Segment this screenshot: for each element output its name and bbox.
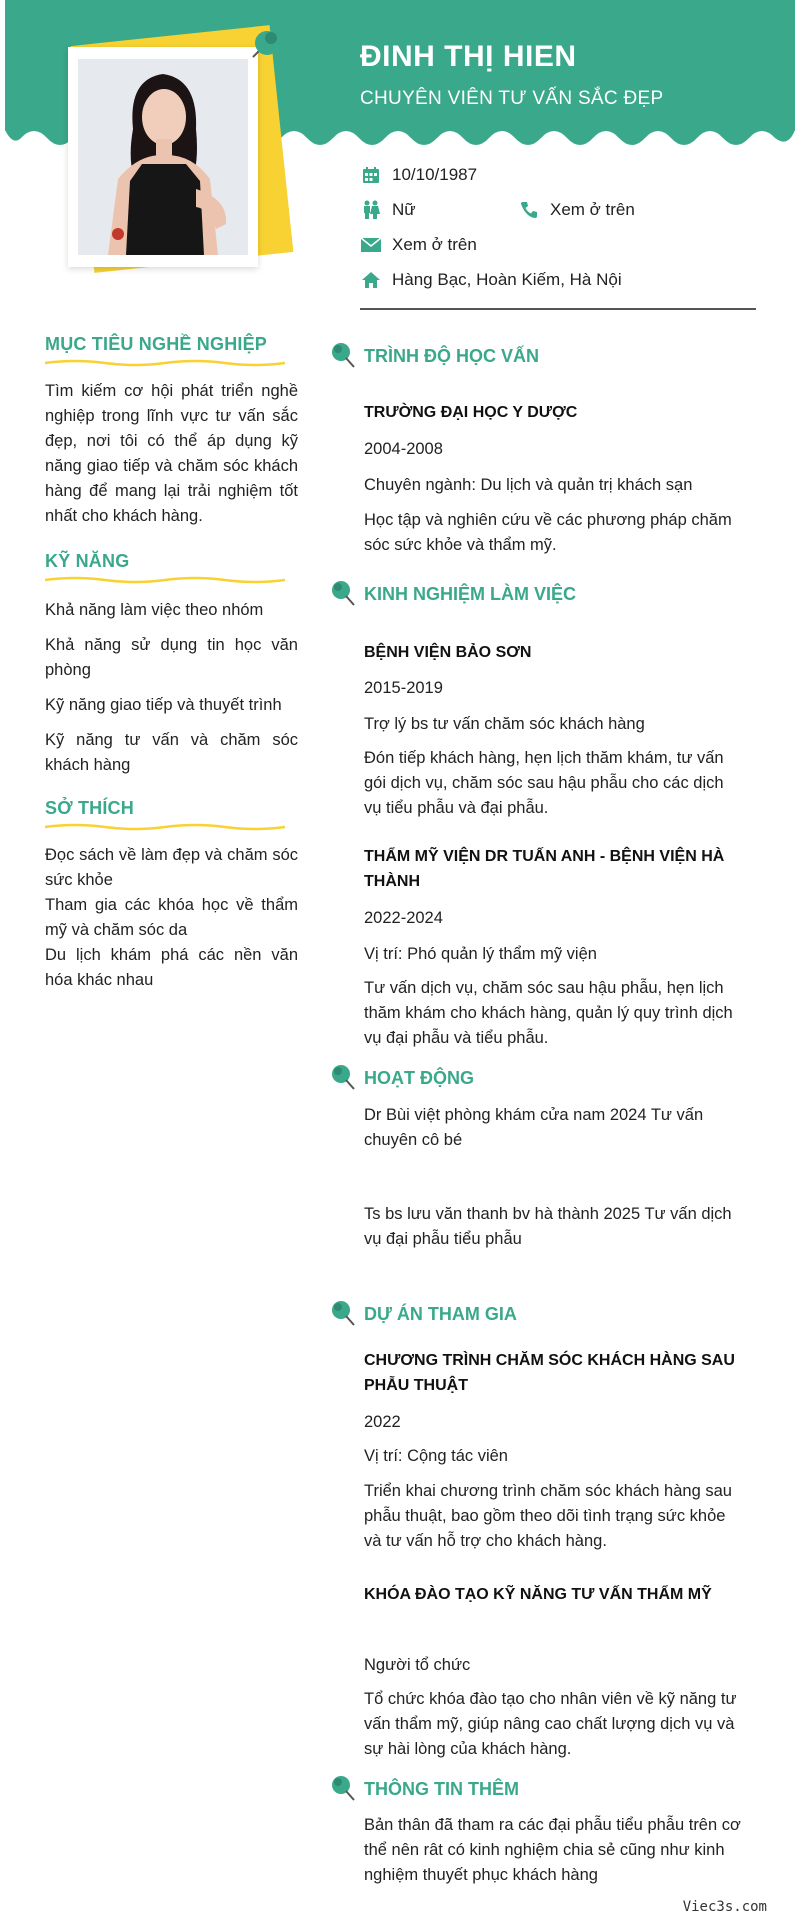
skill-item: Khả năng làm việc theo nhóm — [45, 601, 264, 619]
job-years: 2015-2019 — [364, 679, 443, 697]
phone-icon — [518, 199, 540, 221]
skill-item: Kỹ năng giao tiếp và thuyết trình — [45, 696, 282, 714]
project-year: 2022 — [364, 1413, 401, 1431]
profile-photo-frame — [60, 25, 290, 275]
contact-birthday — [360, 164, 477, 186]
skill-item: Khả năng sử dụng tin học văn phòng — [45, 636, 298, 679]
wavy-underline — [45, 576, 285, 584]
watermark: Viec3s.com — [682, 1899, 767, 1915]
skill-item: Kỹ năng tư vấn và chăm sóc khách hàng — [45, 731, 298, 774]
project-desc: Triển khai chương trình chăm sóc khách hàng sau phẫu thuật, bao gồm theo dõi tình trạng sức khỏe và tư vấn hỗ trợ cho khách hàng. — [364, 1482, 732, 1550]
candidate-name: ĐINH THỊ HIEN — [360, 40, 577, 73]
job-role: Vị trí: Phó quản lý thẩm mỹ viện — [364, 945, 597, 963]
email-value: Xem ở trên — [392, 235, 477, 254]
activity-item: Ts bs lưu văn thanh bv hà thành 2025 Tư vấn dịch vụ đại phẫu tiểu phẫu — [364, 1205, 732, 1248]
hobby-item: Đọc sách về làm đẹp và chăm sóc sức khỏe — [45, 846, 298, 889]
experience-title: KINH NGHIỆM LÀM VIỆC — [364, 584, 577, 604]
phone-value: Xem ở trên — [550, 200, 635, 219]
wavy-underline — [45, 823, 285, 831]
pushpin-icon — [328, 1298, 356, 1333]
education-desc: Học tập và nghiên cứu về các phương pháp chăm sóc sức khỏe và thẩm mỹ. — [364, 511, 732, 554]
wavy-underline — [45, 359, 285, 367]
contact-gender — [360, 199, 416, 221]
email-icon — [360, 234, 382, 256]
extra-info-text: Bản thân đã tham ra các đại phẫu tiểu phẫu trên cơ thể nên rât có kinh nghiệm chia sẻ cũng như kinh nghiệm thuyết phục khách hàng — [364, 1816, 741, 1884]
hobby-item: Tham gia các khóa học về thẩm mỹ và chăm sóc da — [45, 896, 298, 939]
contact-divider — [360, 308, 756, 310]
contact-address — [360, 269, 622, 291]
gender-value: Nữ — [392, 200, 416, 219]
calendar-icon — [360, 164, 382, 186]
project-name: KHÓA ĐÀO TẠO KỸ NĂNG TƯ VẤN THẨM MỸ — [364, 1586, 712, 1603]
job-role: Trợ lý bs tư vấn chăm sóc khách hàng — [364, 715, 645, 733]
contact-phone — [518, 199, 635, 221]
pushpin-icon — [328, 578, 356, 613]
birthday-value: 10/10/1987 — [392, 165, 478, 184]
job-company: THẨM MỸ VIỆN DR TUẤN ANH - BỆNH VIỆN HÀ THÀNH — [364, 848, 725, 890]
activity-item: Dr Bùi việt phòng khám cửa nam 2024 Tư vấn chuyên cô bé — [364, 1106, 704, 1149]
project-role: Người tổ chức — [364, 1656, 471, 1674]
extra-info-title: THÔNG TIN THÊM — [364, 1779, 519, 1799]
gender-icon — [360, 199, 382, 221]
education-years: 2004-2008 — [364, 440, 443, 458]
address-value: Hàng Bạc, Hoàn Kiếm, Hà Nội — [392, 270, 622, 289]
education-major: Chuyên ngành: Du lịch và quản trị khách sạn — [364, 476, 693, 494]
pushpin-icon — [328, 1062, 356, 1097]
project-role: Vị trí: Cộng tác viên — [364, 1447, 508, 1465]
hobbies-title: SỞ THÍCH — [45, 798, 134, 818]
objective-title: MỤC TIÊU NGHỀ NGHIỆP — [45, 334, 268, 354]
activities-title: HOẠT ĐỘNG — [364, 1068, 474, 1088]
pushpin-icon — [328, 340, 356, 375]
contact-email — [360, 234, 477, 256]
hobbies-section — [45, 798, 298, 993]
job-desc: Đón tiếp khách hàng, hẹn lịch thăm khám, tư vấn gói dịch vụ, chăm sóc sau hậu phẫu cho các dịch vụ tiểu phẫu và đại phẫu. — [364, 749, 724, 817]
projects-title: DỰ ÁN THAM GIA — [364, 1304, 517, 1324]
hobby-item: Du lịch khám phá các nền văn hóa khác nhau — [45, 946, 298, 989]
candidate-job-title: CHUYÊN VIÊN TƯ VẤN SẮC ĐẸP — [360, 88, 664, 109]
skills-section — [45, 551, 298, 778]
pushpin-icon — [328, 1773, 356, 1808]
job-desc: Tư vấn dịch vụ, chăm sóc sau hậu phẫu, hẹn lịch thăm khám cho khách hàng, quản lý quy trình dịch vụ đại phẫu và tiểu phẫu. — [364, 979, 733, 1047]
project-desc: Tổ chức khóa đào tạo cho nhân viên về kỹ năng tư vấn thẩm mỹ, giúp nâng cao chất lượng dịch vụ và sự hài lòng của khách hàng. — [364, 1690, 737, 1758]
home-icon — [360, 269, 382, 291]
project-name: CHƯƠNG TRÌNH CHĂM SÓC KHÁCH HÀNG SAU PHẪU THUẬT — [364, 1352, 735, 1394]
photo-card — [68, 47, 258, 267]
job-years: 2022-2024 — [364, 909, 443, 927]
education-title: TRÌNH ĐỘ HỌC VẤN — [364, 346, 539, 366]
objective-text: Tìm kiếm cơ hội phát triển nghề nghiệp trong lĩnh vực tư vấn sắc đẹp, nơi tôi có thể áp dụng kỹ năng giao tiếp và chăm sóc khách hàng để mang lại trải nghiệm tốt nhất cho khách hàng. — [45, 382, 298, 525]
school-name: TRƯỜNG ĐẠI HỌC Y DƯỢC — [364, 404, 578, 421]
job-company: BỆNH VIỆN BẢO SƠN — [364, 644, 532, 661]
skills-title: KỸ NĂNG — [45, 551, 130, 571]
pushpin-icon — [243, 25, 285, 72]
avatar — [78, 59, 248, 255]
objective-section — [45, 334, 298, 529]
